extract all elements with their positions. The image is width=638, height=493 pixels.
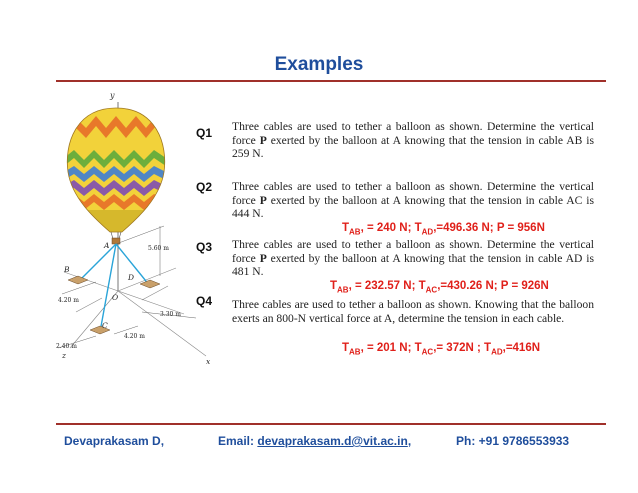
y-axis-label: y — [110, 91, 115, 100]
footer-name: Devaprakasam D, — [64, 434, 165, 448]
dim-bx: 4.20 m — [58, 297, 79, 304]
footer-email: Email: devaprakasam.d@vit.ac.in, — [218, 434, 412, 448]
point-c-label: C — [102, 321, 108, 330]
question-4-text: Three cables are used to tether a balloon as shown. Knowing that the balloon exerts an 800-N vertical force at A, determine the tension in each cable. — [232, 298, 594, 325]
question-3-text: Three cables are used to tether a balloon as shown. Determine the vertical force P exerted by the balloon at A knowing that the tension in cable AD is 481 N. — [232, 238, 594, 278]
anchor-b — [68, 276, 88, 284]
slide-title: Examples — [274, 54, 364, 75]
question-2-text: Three cables are used to tether a balloon as shown. Determine the vertical force P exerted by the balloon at A knowing that the tension in cable AC is 444 N. — [232, 180, 594, 220]
top-divider — [56, 80, 606, 82]
email-link[interactable]: devaprakasam.d@vit.ac.in — [257, 434, 408, 448]
z-axis-label: z — [62, 351, 66, 360]
answer-1: $T_{AB}$, = 240 N; $T_{AD},=496.36$ N; P = 956N — [342, 222, 545, 237]
dim-cx: 4.20 m — [124, 333, 145, 340]
bottom-divider — [56, 423, 606, 425]
balloon — [64, 104, 168, 240]
question-2-label: Q2 — [196, 180, 213, 194]
question-4-label: Q4 — [196, 294, 213, 308]
dim-cz: 2.40 m — [56, 343, 77, 350]
question-3-label: Q3 — [196, 240, 213, 254]
question-1-label: Q1 — [196, 126, 213, 140]
origin-label: O — [112, 293, 119, 302]
answer-4: $T_{AB}$, = 201 N; $T_{AC},= 372N$ ; $T_{AD},=416N$ — [342, 342, 541, 357]
point-d-label: D — [128, 273, 135, 282]
question-1-text: Three cables are used to tether a balloon as shown. Determine the vertical force P exerted by the balloon at A knowing that the tension in cable AB is 259 N. — [232, 120, 594, 160]
point-b-label: B — [64, 265, 70, 274]
x-axis-label: x — [206, 357, 211, 366]
dim-dx: 3.30 m — [160, 311, 181, 318]
point-a-label: A — [104, 241, 110, 250]
footer-phone: Ph: +91 9786553933 — [456, 434, 570, 448]
answer-2: $T_{AB}$, = 232.57 N; $T_{AC},=430.26$ N; P = 926N — [330, 280, 549, 295]
dim-height: 5.60 m — [148, 245, 169, 252]
